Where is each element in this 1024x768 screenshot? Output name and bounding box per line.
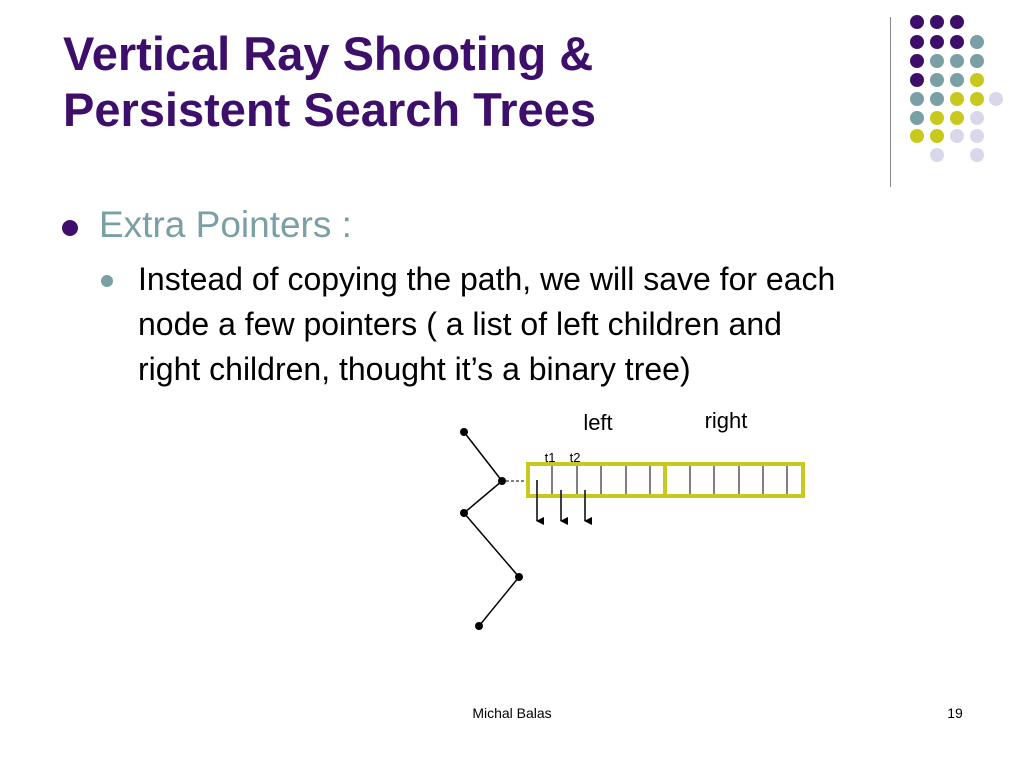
bullet-text: Extra Pointers :	[99, 204, 352, 245]
tree-edge	[479, 577, 519, 626]
title-line-1: Vertical Ray Shooting &	[63, 27, 594, 80]
tree-edge	[464, 481, 502, 513]
right-pointer-list	[665, 464, 803, 496]
label-t1: t1	[544, 450, 556, 465]
footer-author: Michal Balas	[472, 705, 552, 721]
sub-bullet-line-2: node a few pointers ( a list of left children and	[138, 306, 782, 342]
tree-node	[475, 622, 483, 630]
left-pointer-list	[528, 464, 665, 496]
label-left: left	[583, 410, 613, 435]
sub-bullet-line-3: right children, thought it’s a binary tree)	[138, 351, 691, 387]
label-right: right	[704, 408, 748, 433]
title-line-2: Persistent Search Trees	[63, 83, 596, 136]
label-t2: t2	[569, 450, 581, 465]
tree-node	[460, 509, 468, 517]
tree-edge	[464, 513, 519, 577]
tree-node	[460, 428, 468, 436]
tree-node	[498, 477, 506, 485]
footer-page-number: 19	[947, 705, 963, 721]
tree-node	[515, 573, 523, 581]
tree-edge	[464, 432, 502, 481]
sub-bullet-line-1: Instead of copying the path, we will save for each	[138, 261, 836, 297]
